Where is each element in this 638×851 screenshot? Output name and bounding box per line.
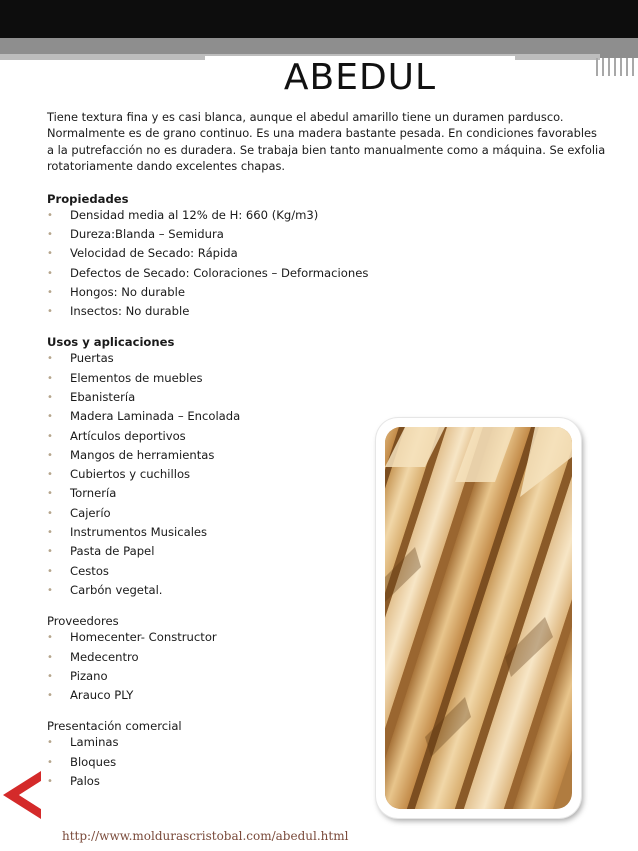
bullet-icon: • <box>47 488 53 500</box>
list-item-text: Velocidad de Secado: Rápida <box>70 246 238 261</box>
bullet-icon: • <box>47 306 53 318</box>
bullet-icon: • <box>47 449 53 461</box>
bullet-icon: • <box>47 565 53 577</box>
bullet-icon: • <box>47 651 53 663</box>
bullet-icon: • <box>47 584 53 596</box>
list-item-text: Ebanistería <box>70 390 136 404</box>
list-item-text: Bloques <box>70 754 117 769</box>
list-item-text: Hongos: No durable <box>70 284 185 299</box>
bullet-icon: • <box>47 546 53 558</box>
bullet-icon: • <box>47 507 53 519</box>
list-item-text: Homecenter- Constructor <box>70 630 217 645</box>
list-item-text: Pasta de Papel <box>70 544 155 559</box>
birch-wood-photo <box>385 427 572 809</box>
list-item-text: Pizano <box>70 668 108 683</box>
proveedores-heading: Proveedores <box>47 614 119 629</box>
propiedades-list <box>47 206 607 322</box>
list-item-text: Madera Laminada – Encolada <box>70 409 241 424</box>
bullet-icon: • <box>47 392 53 403</box>
list-item <box>47 388 607 407</box>
bullet-icon: • <box>47 469 53 481</box>
list-item-text: Tornería <box>70 486 117 501</box>
bullet-icon: • <box>47 670 53 682</box>
bullet-icon: • <box>47 527 53 539</box>
list-item-text: Dureza:Blanda – Semidura <box>70 226 224 241</box>
list-item-text: Instrumentos Musicales <box>70 525 208 540</box>
bullet-icon: • <box>47 228 53 240</box>
bullet-icon: • <box>47 353 53 365</box>
usos-heading: Usos y aplicaciones <box>47 335 175 350</box>
bullet-icon: • <box>47 372 53 384</box>
list-item-text: Cubiertos y cuchillos <box>70 467 191 482</box>
list-item <box>47 206 607 225</box>
source-link[interactable]: http://www.moldurascristobal.com/abedul.html <box>62 829 349 843</box>
bullet-icon: • <box>47 737 53 749</box>
bullet-icon: • <box>47 776 53 788</box>
list-item <box>47 349 607 368</box>
presentacion-heading: Presentación comercial <box>47 719 182 734</box>
decorative-stripes <box>590 58 638 76</box>
intro-paragraph: Tiene textura fina y es casi blanca, aunque el abedul amarillo tiene un duramen pardusco. Normalmente es de grano continuo. Es una madera bastante pesada. En condiciones favorables a la putrefacción no es duradera. Se trabaja bien tanto manualmente como a máquina. Se exfolia rotatoriamente dando excelentes chapas. <box>47 110 606 174</box>
title-box <box>205 56 515 100</box>
page-title: ABEDUL <box>283 57 437 98</box>
list-item-text: Densidad media al 12% de H: 660 (Kg/m3) <box>70 207 319 222</box>
bullet-icon: • <box>47 267 53 279</box>
propiedades-heading: Propiedades <box>47 191 129 206</box>
bullet-icon: • <box>47 286 53 298</box>
bullet-icon: • <box>47 430 53 442</box>
list-item-text: Elementos de muebles <box>70 370 203 385</box>
list-item <box>47 283 607 302</box>
list-item <box>47 244 607 263</box>
header-bar <box>0 0 638 38</box>
list-item-text: Carbón vegetal. <box>70 582 163 597</box>
list-item-text: Cajerío <box>70 505 111 520</box>
list-item <box>47 264 607 283</box>
list-item-text: Laminas <box>70 735 119 750</box>
bullet-icon: • <box>47 756 53 768</box>
bullet-icon: • <box>47 209 53 221</box>
list-item-text: Mangos de herramientas <box>70 447 215 462</box>
list-item <box>47 369 607 388</box>
list-item-text: Medecentro <box>70 649 139 664</box>
list-item-text: Palos <box>70 774 100 789</box>
list-item-text: Defectos de Secado: Coloraciones – Deformaciones <box>70 265 369 280</box>
list-item-text: Puertas <box>70 351 114 366</box>
list-item <box>47 302 607 321</box>
photo-frame <box>376 418 581 818</box>
list-item-text: Cestos <box>70 563 109 578</box>
list-item-text: Artículos deportivos <box>70 428 186 443</box>
bullet-icon: • <box>47 411 53 423</box>
bullet-icon: • <box>47 690 53 702</box>
bullet-icon: • <box>47 632 53 644</box>
list-item-text: Insectos: No durable <box>70 304 190 319</box>
back-arrow-icon[interactable] <box>3 771 43 819</box>
list-item <box>47 225 607 244</box>
bullet-icon: • <box>47 248 53 260</box>
list-item-text: Arauco PLY <box>70 688 134 703</box>
